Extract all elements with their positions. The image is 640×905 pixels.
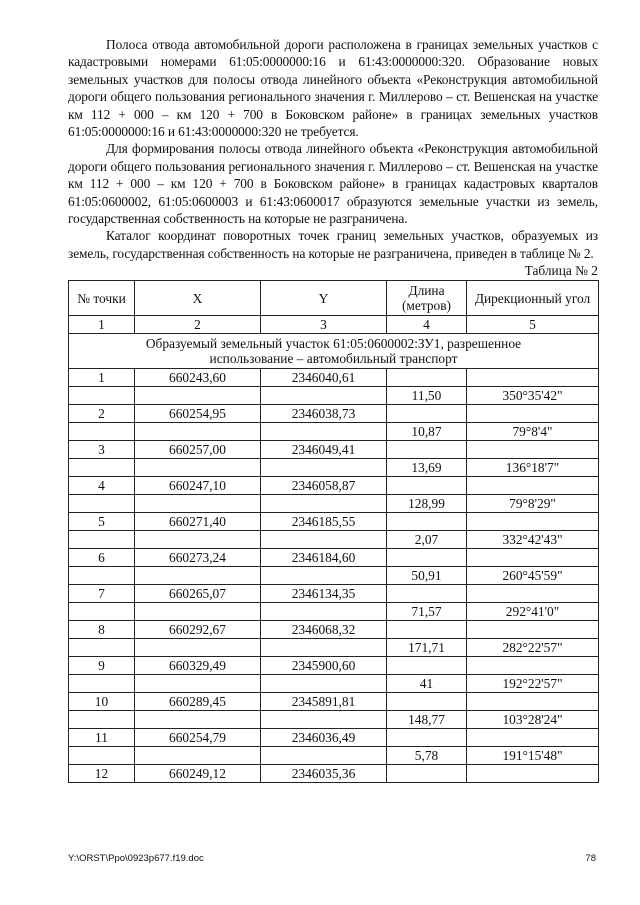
empty-cell (135, 387, 261, 405)
header-length: Длина (метров) (387, 281, 467, 316)
empty-cell (135, 603, 261, 621)
segment-length: 11,50 (387, 387, 467, 405)
point-y: 2346184,60 (261, 549, 387, 567)
point-number: 10 (69, 693, 135, 711)
empty-cell (261, 459, 387, 477)
segment-angle: 103°28'24" (467, 711, 599, 729)
segment-length: 13,69 (387, 459, 467, 477)
column-number: 1 (69, 316, 135, 334)
empty-cell (135, 711, 261, 729)
segment-length: 41 (387, 675, 467, 693)
section-title: Образуемый земельный участок 61:05:0600002:ЗУ1, разрешенное использование – автомобильный транспорт (69, 334, 599, 369)
empty-cell (467, 621, 599, 639)
empty-cell (69, 423, 135, 441)
point-x: 660254,95 (135, 405, 261, 423)
empty-cell (69, 567, 135, 585)
point-row (69, 621, 599, 639)
segment-row (69, 567, 599, 585)
segment-row (69, 747, 599, 765)
point-row (69, 765, 599, 783)
point-number: 11 (69, 729, 135, 747)
column-number: 2 (135, 316, 261, 334)
point-row (69, 369, 599, 387)
empty-cell (135, 639, 261, 657)
empty-cell (69, 459, 135, 477)
empty-cell (261, 603, 387, 621)
point-row (69, 693, 599, 711)
point-y: 2345891,81 (261, 693, 387, 711)
empty-cell (387, 765, 467, 783)
point-y: 2346036,49 (261, 729, 387, 747)
empty-cell (467, 441, 599, 459)
empty-cell (467, 657, 599, 675)
empty-cell (261, 531, 387, 549)
point-number: 1 (69, 369, 135, 387)
empty-cell (467, 369, 599, 387)
empty-cell (261, 675, 387, 693)
empty-cell (387, 513, 467, 531)
point-number: 12 (69, 765, 135, 783)
empty-cell (135, 747, 261, 765)
empty-cell (467, 765, 599, 783)
point-row (69, 405, 599, 423)
empty-cell (69, 531, 135, 549)
empty-cell (387, 549, 467, 567)
segment-angle: 192°22'57" (467, 675, 599, 693)
empty-cell (69, 495, 135, 513)
segment-length: 128,99 (387, 495, 467, 513)
point-y: 2346058,87 (261, 477, 387, 495)
segment-length: 71,57 (387, 603, 467, 621)
empty-cell (261, 747, 387, 765)
empty-cell (69, 639, 135, 657)
footer-file-path: Y:\ORST\Ppo\0923p677.f19.doc (68, 853, 204, 864)
header-angle: Дирекционный угол (467, 281, 599, 316)
empty-cell (467, 513, 599, 531)
table-caption: Таблица № 2 (524, 263, 598, 279)
document-page (68, 36, 598, 783)
segment-angle: 191°15'48" (467, 747, 599, 765)
empty-cell (135, 459, 261, 477)
empty-cell (387, 477, 467, 495)
point-number: 9 (69, 657, 135, 675)
column-number: 3 (261, 316, 387, 334)
point-x: 660254,79 (135, 729, 261, 747)
empty-cell (69, 747, 135, 765)
segment-row (69, 495, 599, 513)
empty-cell (69, 387, 135, 405)
point-number: 2 (69, 405, 135, 423)
segment-row (69, 675, 599, 693)
segment-angle: 282°22'57" (467, 639, 599, 657)
segment-length: 171,71 (387, 639, 467, 657)
segment-angle: 260°45'59" (467, 567, 599, 585)
empty-cell (467, 477, 599, 495)
header-row (69, 281, 599, 316)
segment-length: 10,87 (387, 423, 467, 441)
point-y: 2346038,73 (261, 405, 387, 423)
point-row (69, 549, 599, 567)
point-number: 6 (69, 549, 135, 567)
empty-cell (69, 711, 135, 729)
point-row (69, 585, 599, 603)
empty-cell (387, 585, 467, 603)
segment-angle: 79°8'4" (467, 423, 599, 441)
segment-length: 2,07 (387, 531, 467, 549)
point-number: 4 (69, 477, 135, 495)
empty-cell (261, 423, 387, 441)
empty-cell (69, 603, 135, 621)
segment-length: 5,78 (387, 747, 467, 765)
empty-cell (387, 405, 467, 423)
coordinates-table (68, 280, 599, 783)
point-x: 660247,10 (135, 477, 261, 495)
empty-cell (387, 369, 467, 387)
empty-cell (387, 441, 467, 459)
point-x: 660271,40 (135, 513, 261, 531)
segment-angle: 332°42'43" (467, 531, 599, 549)
point-row (69, 657, 599, 675)
section-title-row (69, 334, 599, 369)
empty-cell (135, 423, 261, 441)
segment-row (69, 423, 599, 441)
point-y: 2346040,61 (261, 369, 387, 387)
segment-angle: 136°18'7" (467, 459, 599, 477)
point-number: 3 (69, 441, 135, 459)
segment-length: 148,77 (387, 711, 467, 729)
empty-cell (261, 567, 387, 585)
point-x: 660329,49 (135, 657, 261, 675)
point-row (69, 477, 599, 495)
point-x: 660243,60 (135, 369, 261, 387)
empty-cell (261, 387, 387, 405)
point-x: 660273,24 (135, 549, 261, 567)
empty-cell (261, 495, 387, 513)
column-number-row (69, 316, 599, 334)
segment-angle: 292°41'0" (467, 603, 599, 621)
point-x: 660289,45 (135, 693, 261, 711)
point-row (69, 513, 599, 531)
page-number: 78 (585, 853, 596, 864)
empty-cell (467, 549, 599, 567)
segment-row (69, 639, 599, 657)
header-x: X (135, 281, 261, 316)
point-number: 7 (69, 585, 135, 603)
point-x: 660257,00 (135, 441, 261, 459)
point-y: 2346068,32 (261, 621, 387, 639)
segment-angle: 79°8'29" (467, 495, 599, 513)
segment-row (69, 459, 599, 477)
empty-cell (467, 693, 599, 711)
paragraph-3: Каталог координат поворотных точек границ земельных участков, образуемых из земель, государственная собственность на которые не разграничена, приведен в таблице № 2. (68, 228, 598, 261)
header-point-number: № точки (69, 281, 135, 316)
point-number: 8 (69, 621, 135, 639)
point-y: 2346049,41 (261, 441, 387, 459)
empty-cell (467, 405, 599, 423)
segment-row (69, 711, 599, 729)
segment-row (69, 387, 599, 405)
empty-cell (261, 639, 387, 657)
point-x: 660265,07 (135, 585, 261, 603)
segment-row (69, 531, 599, 549)
segment-row (69, 603, 599, 621)
column-number: 5 (467, 316, 599, 334)
empty-cell (387, 621, 467, 639)
empty-cell (387, 729, 467, 747)
paragraph-1: Полоса отвода автомобильной дороги расположена в границах земельных участков с кадастровыми номерами 61:05:0000000:16 и 61:43:0000000:320. Образование новых земельных участков для полосы отвода линейного объекта «Реконструкция автомобильной дороги общего пользования регионального значения г. Миллерово – ст. Вешенская на участке км 112 + 000 – км 120 + 700 в Боковском районе» в границах земельных участков 61:05:0000000:16 и 61:43:0000000:320 не требуется. (68, 37, 598, 140)
point-row (69, 729, 599, 747)
empty-cell (135, 675, 261, 693)
empty-cell (135, 531, 261, 549)
empty-cell (467, 585, 599, 603)
point-row (69, 441, 599, 459)
empty-cell (387, 657, 467, 675)
empty-cell (135, 495, 261, 513)
point-y: 2346185,55 (261, 513, 387, 531)
point-y: 2346035,36 (261, 765, 387, 783)
point-y: 2346134,35 (261, 585, 387, 603)
empty-cell (135, 567, 261, 585)
point-number: 5 (69, 513, 135, 531)
header-y: Y (261, 281, 387, 316)
point-y: 2345900,60 (261, 657, 387, 675)
point-x: 660292,67 (135, 621, 261, 639)
empty-cell (467, 729, 599, 747)
column-number: 4 (387, 316, 467, 334)
segment-angle: 350°35'42" (467, 387, 599, 405)
empty-cell (387, 693, 467, 711)
point-x: 660249,12 (135, 765, 261, 783)
paragraph-2: Для формирования полосы отвода линейного объекта «Реконструкция автомобильной дороги общего пользования регионального значения г. Миллерово – ст. Вешенская на участке км 112 + 000 – км 120 + 700 в Боковском районе» в границах кадастровых кварталов 61:05:0600002, 61:05:0600003 и 61:43:0600017 образуются земельные участки из земель, государственная собственность на которые не разграничена. (68, 141, 598, 227)
empty-cell (261, 711, 387, 729)
segment-length: 50,91 (387, 567, 467, 585)
empty-cell (69, 675, 135, 693)
